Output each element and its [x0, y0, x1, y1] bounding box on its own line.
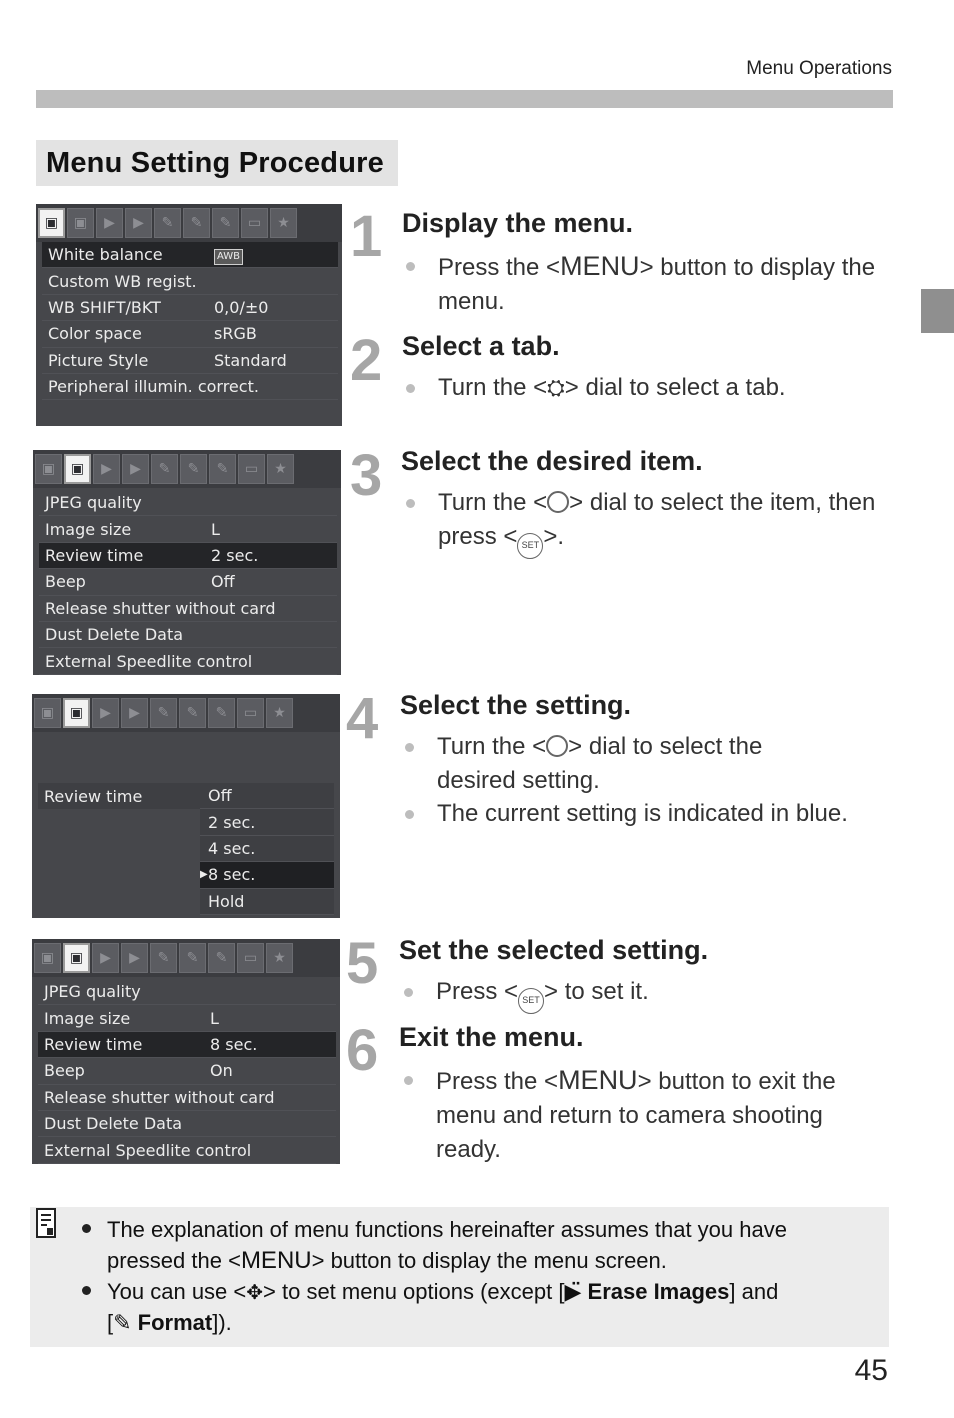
menu-row-jpeg-quality: JPEG quality [39, 490, 337, 516]
running-head: Menu Operations [746, 58, 892, 79]
menu-tab-bar [36, 204, 342, 242]
menu-button-label: MENU [560, 251, 640, 281]
step-title-2: Select a tab. [402, 331, 560, 361]
bullet-icon [406, 499, 415, 508]
awb-icon: AWB [214, 249, 243, 265]
live-view-tab-icon: ▭ [238, 454, 265, 484]
setup-tab-1-icon: ✎ [151, 454, 178, 484]
menu-row-peripheral: Peripheral illumin. correct. [42, 374, 338, 400]
option-off: Off [200, 783, 334, 809]
setup-tab-3-icon: ✎ [209, 454, 236, 484]
note-line-2: pressed the <MENU> button to display the menu screen. [107, 1247, 667, 1274]
set-button-icon: SET [518, 988, 544, 1014]
playback-tab-2-icon: ▶ [121, 943, 148, 973]
step-number-1: 1 [350, 204, 383, 269]
my-menu-tab-icon: ★ [267, 454, 294, 484]
playback-tab-2-icon: ▶ [125, 208, 152, 238]
live-view-tab-icon: ▭ [237, 698, 264, 728]
step-5-bullet: Press < SET > to set it. [404, 975, 906, 1014]
live-view-tab-icon: ▭ [241, 208, 268, 238]
setup-tab-1-icon: ✎ [154, 208, 181, 238]
step-number-5: 5 [346, 931, 379, 996]
live-view-tab-icon: ▭ [237, 943, 264, 973]
step-number-3: 3 [350, 443, 383, 508]
menu-row-dust-delete: Dust Delete Data [38, 1111, 336, 1137]
step-6-bullet: Press the <MENU> button to exit the menu and return to camera shooting ready. [404, 1063, 891, 1167]
menu-row-white-balance: White balance AWB [42, 242, 338, 268]
memo-icon [36, 1208, 56, 1238]
setup-tab-1-icon: ✎ [150, 943, 177, 973]
menu-row-speedlite: External Speedlite control [38, 1137, 336, 1163]
menu-screen-2 [33, 450, 341, 675]
note-bullet-icon [82, 1286, 91, 1295]
menu-row-release-shutter: Release shutter without card [38, 1085, 336, 1111]
shooting-tab-2-icon: ▣ [67, 208, 94, 238]
main-dial-icon: ⛭ [547, 375, 565, 400]
shooting-tab-1-icon: ▣ [34, 943, 61, 973]
header-rule-bar [36, 90, 893, 108]
note-line-4: [✎ Format]). [107, 1310, 232, 1335]
menu-row-custom-wb: Custom WB regist. [42, 268, 338, 294]
setup-tab-2-icon: ✎ [183, 208, 210, 238]
review-time-label: Review time [38, 783, 200, 809]
menu-button-label: MENU [558, 1065, 638, 1095]
step-4-bullet-1: Turn the < > dial to select the desired setting. [405, 730, 847, 798]
menu-screen-1 [36, 204, 342, 426]
note-line-1: The explanation of menu functions hereinafter assumes that you have [107, 1217, 787, 1242]
step-1-bullet: Press the <MENU> button to display the menu. [406, 249, 888, 319]
my-menu-tab-icon: ★ [266, 943, 293, 973]
menu-row-review-time: Review time 2 sec. [39, 543, 337, 569]
menu-button-label: MENU [240, 1247, 312, 1274]
menu-tab-bar [33, 450, 341, 488]
bullet-icon [404, 988, 413, 997]
shooting-tab-2-icon: ▣ [63, 698, 90, 728]
setting-options-list [200, 783, 334, 915]
setup-tab-2-icon: ✎ [180, 454, 207, 484]
page-number: 45 [854, 1354, 888, 1387]
section-title: Menu Setting Procedure [46, 146, 384, 179]
menu-screen-3 [32, 694, 340, 918]
step-title-4: Select the setting. [400, 690, 632, 720]
playback-tab-icon: ▶̈ [564, 1279, 588, 1304]
quick-control-dial-icon [547, 491, 569, 513]
step-title-3: Select the desired item. [401, 446, 703, 476]
menu-row-image-size: Image size L [38, 1005, 336, 1031]
shooting-tab-1-icon: ▣ [38, 208, 65, 238]
bullet-icon [405, 810, 414, 819]
shooting-tab-1-icon: ▣ [35, 454, 62, 484]
menu-screen-4 [32, 939, 340, 1164]
step-number-4: 4 [346, 686, 379, 751]
bullet-icon [406, 262, 415, 271]
step-4-bullet-2: The current setting is indicated in blue. [405, 797, 857, 831]
menu-row-picture-style: Picture Style Standard [42, 348, 338, 374]
menu-tab-bar [32, 939, 340, 977]
note-bullet-icon [82, 1224, 91, 1233]
section-title-box [36, 140, 398, 186]
bullet-icon [406, 384, 415, 393]
setup-tab-2-icon: ✎ [179, 943, 206, 973]
playback-tab-1-icon: ▶ [96, 208, 123, 238]
chapter-thumb-tab [921, 289, 954, 333]
playback-tab-2-icon: ▶ [122, 454, 149, 484]
quick-control-dial-icon [546, 735, 568, 757]
menu-row-beep: Beep Off [39, 569, 337, 595]
option-2-sec: 2 sec. [200, 809, 334, 835]
option-8-sec: ▶ 8 sec. [200, 862, 334, 888]
shooting-tab-2-icon: ▣ [64, 454, 91, 484]
setup-tab-3-icon: ✎ [208, 698, 235, 728]
menu-row-jpeg-quality: JPEG quality [38, 979, 336, 1005]
set-button-icon: SET [517, 533, 543, 559]
menu-row-color-space: Color space sRGB [42, 321, 338, 347]
step-3-bullet: Turn the < > dial to select the item, then press < SET >. [406, 486, 886, 559]
setup-tab-3-icon: ✎ [208, 943, 235, 973]
setup-tab-2-icon: ✎ [179, 698, 206, 728]
current-marker-icon: ▶ [200, 869, 208, 881]
setup-tab-3-icon: ✎ [212, 208, 239, 238]
playback-tab-1-icon: ▶ [92, 943, 119, 973]
step-title-6: Exit the menu. [399, 1022, 584, 1052]
option-hold: Hold [200, 889, 334, 915]
menu-row-release-shutter: Release shutter without card [39, 596, 337, 622]
menu-row-wb-shift: WB SHIFT/BKT 0,0/±0 [42, 295, 338, 321]
bullet-icon [405, 743, 414, 752]
playback-tab-1-icon: ▶ [92, 698, 119, 728]
playback-tab-2-icon: ▶ [121, 698, 148, 728]
step-number-2: 2 [350, 328, 383, 393]
menu-row-speedlite: External Speedlite control [39, 648, 337, 674]
step-number-6: 6 [346, 1018, 379, 1083]
setup-tab-icon: ✎ [113, 1310, 138, 1335]
menu-row-review-time: Review time 8 sec. [38, 1032, 336, 1058]
setup-tab-1-icon: ✎ [150, 698, 177, 728]
option-4-sec: 4 sec. [200, 836, 334, 862]
my-menu-tab-icon: ★ [270, 208, 297, 238]
note-line-3: You can use <✥> to set menu options (except [▶̈ Erase Images] and [107, 1279, 779, 1304]
menu-row-beep: Beep On [38, 1058, 336, 1084]
shooting-tab-1-icon: ▣ [34, 698, 61, 728]
playback-tab-1-icon: ▶ [93, 454, 120, 484]
menu-row-dust-delete: Dust Delete Data [39, 622, 337, 648]
multi-controller-icon: ✥ [246, 1282, 264, 1304]
menu-row-image-size: Image size L [39, 516, 337, 542]
step-title-5: Set the selected setting. [399, 935, 709, 965]
bullet-icon [404, 1076, 413, 1085]
shooting-tab-2-icon: ▣ [63, 943, 90, 973]
menu-tab-bar [32, 694, 340, 732]
step-2-bullet: Turn the <⛭> dial to select a tab. [406, 371, 908, 405]
my-menu-tab-icon: ★ [266, 698, 293, 728]
step-title-1: Display the menu. [402, 208, 634, 238]
